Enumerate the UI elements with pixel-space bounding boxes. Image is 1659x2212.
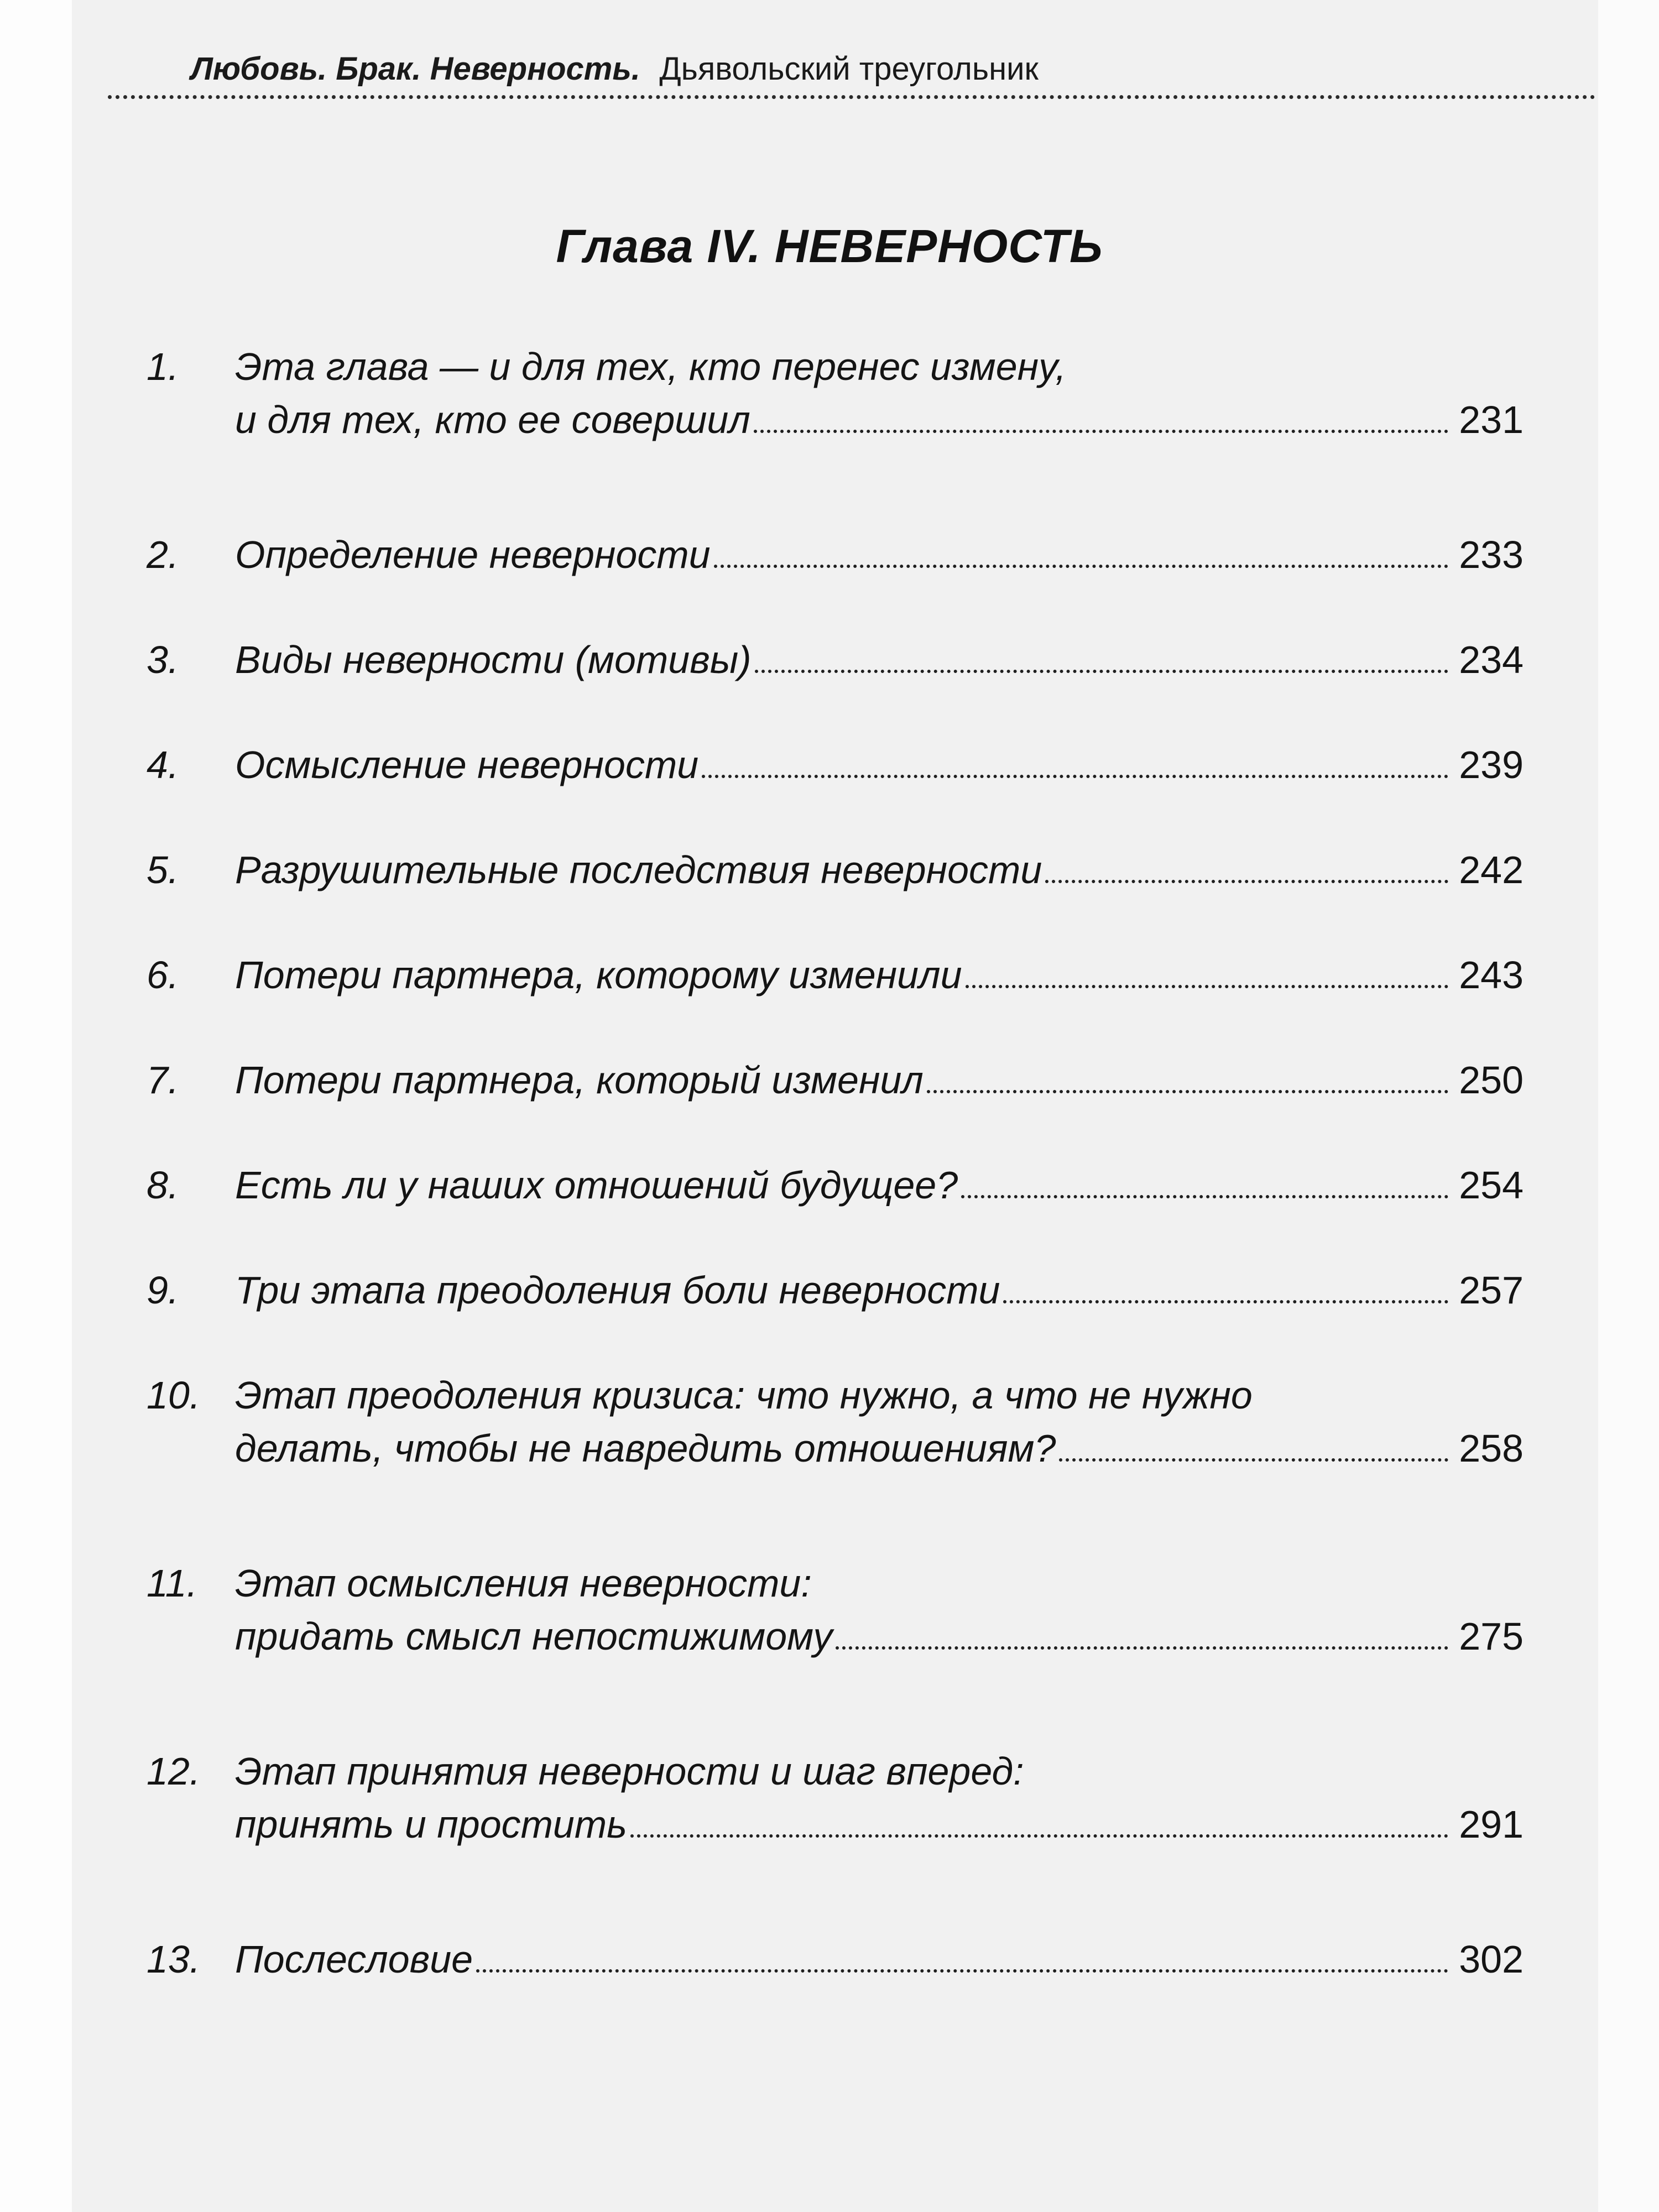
toc-entry-last-line	[235, 633, 1524, 686]
toc-page-number: 239	[1459, 743, 1524, 786]
toc-entry-number: 13.	[147, 1938, 201, 1981]
toc-entry-last-line	[235, 738, 1524, 791]
toc-entry-last-line	[235, 528, 1524, 581]
toc-entry	[147, 1745, 1524, 1851]
toc-page-number: 275	[1459, 1615, 1524, 1658]
toc-entry-last-line	[235, 843, 1524, 896]
toc-entry-number: 5.	[147, 848, 179, 891]
toc-entry-last-line	[235, 1159, 1524, 1212]
running-head-rule	[108, 95, 1595, 99]
toc-entry-last-line	[235, 1933, 1524, 1986]
toc-entry-number: 9.	[147, 1269, 179, 1312]
toc-page-number: 257	[1459, 1269, 1524, 1312]
toc-entry-body	[235, 340, 1524, 446]
toc-entry-title-line: Этап принятия неверности и шаг вперед:	[235, 1750, 1024, 1793]
toc-entry-number: 2.	[147, 533, 179, 576]
left-margin	[0, 0, 72, 2212]
toc-dot-leader	[966, 985, 1448, 988]
toc-entry-number: 8.	[147, 1164, 179, 1207]
toc-entry-title: Разрушительные последствия неверности	[235, 848, 1042, 891]
toc-entry-last-line	[235, 1053, 1524, 1107]
toc-entry	[147, 528, 1524, 581]
toc-dot-leader	[1059, 1458, 1448, 1462]
toc-dot-leader	[755, 670, 1448, 673]
toc-entry-body	[235, 1745, 1524, 1851]
toc-entry	[147, 1264, 1524, 1317]
toc-entry-title-line: Этап осмысления неверности:	[235, 1562, 812, 1605]
toc-entry-title: придать смысл непостижимому	[235, 1615, 833, 1658]
toc-entry-number: 11.	[147, 1562, 198, 1605]
toc-entry	[147, 738, 1524, 791]
toc-page-number: 291	[1459, 1803, 1524, 1846]
toc-page-number: 250	[1459, 1058, 1524, 1102]
toc-entry-body	[235, 1933, 1524, 1986]
toc-entry-title: и для тех, кто ее совершил	[235, 398, 750, 441]
toc-entry-number: 12.	[147, 1750, 201, 1793]
toc-entry-title: Осмысление неверности	[235, 743, 699, 786]
toc-entry-last-line	[235, 393, 1524, 446]
toc-entry-body	[235, 843, 1524, 896]
toc-dot-leader	[1045, 880, 1448, 883]
running-head-subtitle: Дьявольский треугольник	[659, 51, 1039, 87]
toc-dot-leader	[836, 1646, 1448, 1650]
toc-entry-title: Три этапа преодоления боли неверности	[235, 1269, 1000, 1312]
toc-entry-title: Потери партнера, который изменил	[235, 1058, 924, 1102]
toc-dot-leader	[714, 565, 1448, 568]
toc-entry-number: 4.	[147, 743, 179, 786]
toc-page-number: 242	[1459, 848, 1524, 891]
chapter-title: Глава IV. НЕВЕРНОСТЬ	[556, 220, 1103, 272]
toc-entry-last-line	[235, 1610, 1524, 1663]
toc-entry-title: Виды неверности (мотивы)	[235, 638, 752, 681]
toc-page-number: 258	[1459, 1427, 1524, 1470]
toc-entry-number: 6.	[147, 953, 179, 997]
toc-dot-leader	[702, 775, 1448, 778]
toc-entry	[147, 1369, 1524, 1475]
toc-page-number: 254	[1459, 1164, 1524, 1207]
toc-dot-leader	[1003, 1300, 1448, 1303]
right-margin	[1598, 0, 1659, 2212]
toc-page-number: 234	[1459, 638, 1524, 681]
toc-entry-body	[235, 948, 1524, 1001]
toc-entry-body	[235, 1159, 1524, 1212]
toc-entry	[147, 1557, 1524, 1663]
toc-entry	[147, 843, 1524, 896]
toc-entry	[147, 1053, 1524, 1107]
toc-entry-title-line: Этап преодоления кризиса: что нужно, а что не нужно	[235, 1374, 1253, 1417]
toc-entry-title: Есть ли у наших отношений будущее?	[235, 1164, 958, 1207]
toc-entry-number: 1.	[147, 345, 179, 388]
toc-page-number: 243	[1459, 953, 1524, 997]
toc-entry-title: делать, чтобы не навредить отношениям?	[235, 1427, 1056, 1470]
toc-entry-body	[235, 633, 1524, 686]
toc-entry-title: принять и простить	[235, 1803, 627, 1846]
toc-entry-body	[235, 738, 1524, 791]
toc-entry-body	[235, 528, 1524, 581]
toc-entry-last-line	[235, 1264, 1524, 1317]
toc-entry-title: Определение неверности	[235, 533, 711, 576]
toc-dot-leader	[476, 1969, 1448, 1973]
toc-entry-number: 10.	[147, 1374, 201, 1417]
toc-page-number: 231	[1459, 398, 1524, 441]
toc-entry	[147, 633, 1524, 686]
toc-entry-title-line: Эта глава — и для тех, кто перенес измену,	[235, 345, 1066, 388]
toc-entry-last-line	[235, 1422, 1524, 1475]
running-head	[191, 49, 1039, 89]
toc-entry-number: 7.	[147, 1058, 179, 1102]
toc-dot-leader	[754, 430, 1448, 433]
toc-entry	[147, 1933, 1524, 1986]
toc-entry	[147, 1159, 1524, 1212]
toc-entry-last-line	[235, 948, 1524, 1001]
toc-entry-body	[235, 1264, 1524, 1317]
toc-entry	[147, 340, 1524, 446]
toc-dot-leader	[927, 1090, 1448, 1093]
toc-entry-body	[235, 1557, 1524, 1663]
toc-entry-body	[235, 1369, 1524, 1475]
toc-entry-last-line	[235, 1798, 1524, 1851]
toc-entry-body	[235, 1053, 1524, 1107]
toc-page-number: 302	[1459, 1938, 1524, 1981]
toc-entry	[147, 948, 1524, 1001]
toc-page-number: 233	[1459, 533, 1524, 576]
toc-entry-title: Послесловие	[235, 1938, 473, 1981]
toc-entry-title: Потери партнера, которому изменили	[235, 953, 962, 997]
running-head-book-title: Любовь. Брак. Неверность.	[191, 51, 640, 87]
toc-dot-leader	[630, 1834, 1448, 1838]
toc-dot-leader	[961, 1195, 1448, 1198]
toc-entry-number: 3.	[147, 638, 179, 681]
